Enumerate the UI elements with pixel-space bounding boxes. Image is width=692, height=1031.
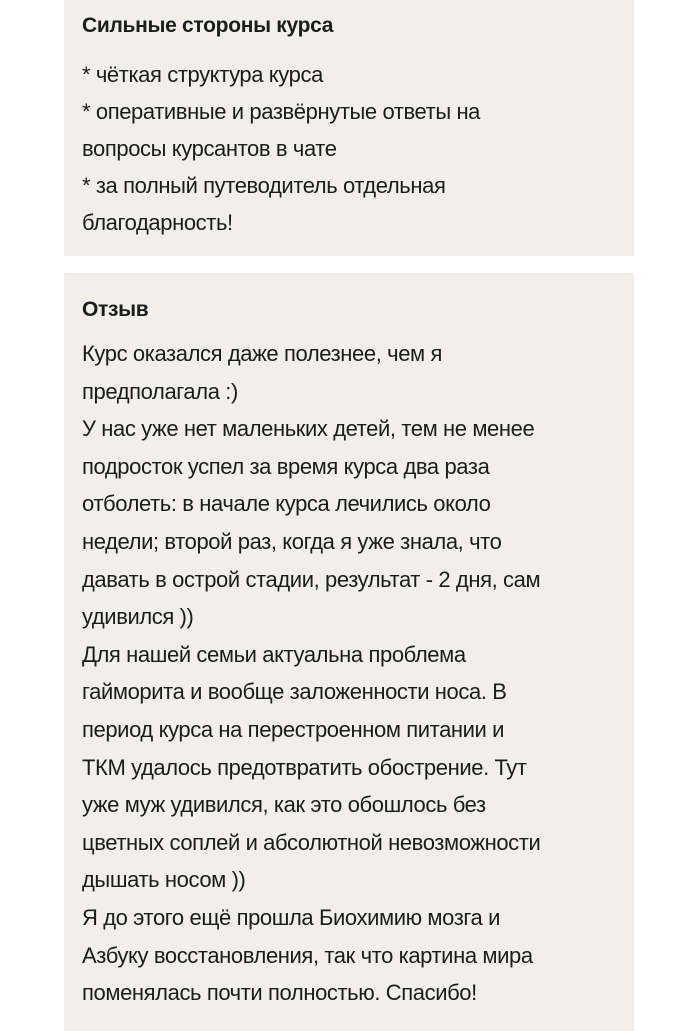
review-title: Отзыв <box>82 298 149 321</box>
strengths-title: Сильные стороны курса <box>82 14 334 37</box>
review-line: уже муж удивился, как это обошлось без <box>82 792 486 818</box>
review-line: дышать носом )) <box>82 867 246 893</box>
strengths-list <box>82 56 624 241</box>
review-line: поменялась почти полностью. Спасибо! <box>82 980 477 1006</box>
review-line: недели; второй раз, когда я уже знала, что <box>82 528 502 554</box>
review-line: гайморита и вообще заложенности носа. В <box>82 679 507 705</box>
review-line: давать в острой стадии, результат - 2 дня, сам <box>82 566 541 592</box>
strengths-line: * чёткая структура курса <box>82 62 323 87</box>
review-line: предполагала :) <box>82 378 238 404</box>
review-card <box>64 273 634 1031</box>
strengths-line: благодарность! <box>82 210 233 235</box>
strengths-line: вопросы курсантов в чате <box>82 136 337 161</box>
review-line: отболеть: в начале курса лечились около <box>82 491 491 517</box>
review-line: Для нашей семьи актуальна проблема <box>82 641 466 667</box>
review-line: Я до этого ещё прошла Биохимию мозга и <box>82 904 500 930</box>
review-line: Курс оказался даже полезнее, чем я <box>82 341 443 366</box>
review-line: период курса на перестроенном питании и <box>82 716 505 742</box>
review-line: подросток успел за время курса два раза <box>82 453 490 479</box>
strengths-line: * оперативные и развёрнутые ответы на <box>82 99 481 124</box>
review-line: ТКМ удалось предотвратить обострение. Тут <box>82 754 527 780</box>
review-line: Азбуку восстановления, так что картина мира <box>82 942 533 968</box>
strengths-line: * за полный путеводитель отдельная <box>82 173 446 198</box>
strengths-card <box>64 0 634 256</box>
review-line: удивился )) <box>82 604 194 630</box>
review-text <box>82 335 624 1012</box>
review-line: цветных соплей и абсолютной невозможности <box>82 829 541 855</box>
review-line: У нас уже нет маленьких детей, тем не менее <box>82 416 535 442</box>
